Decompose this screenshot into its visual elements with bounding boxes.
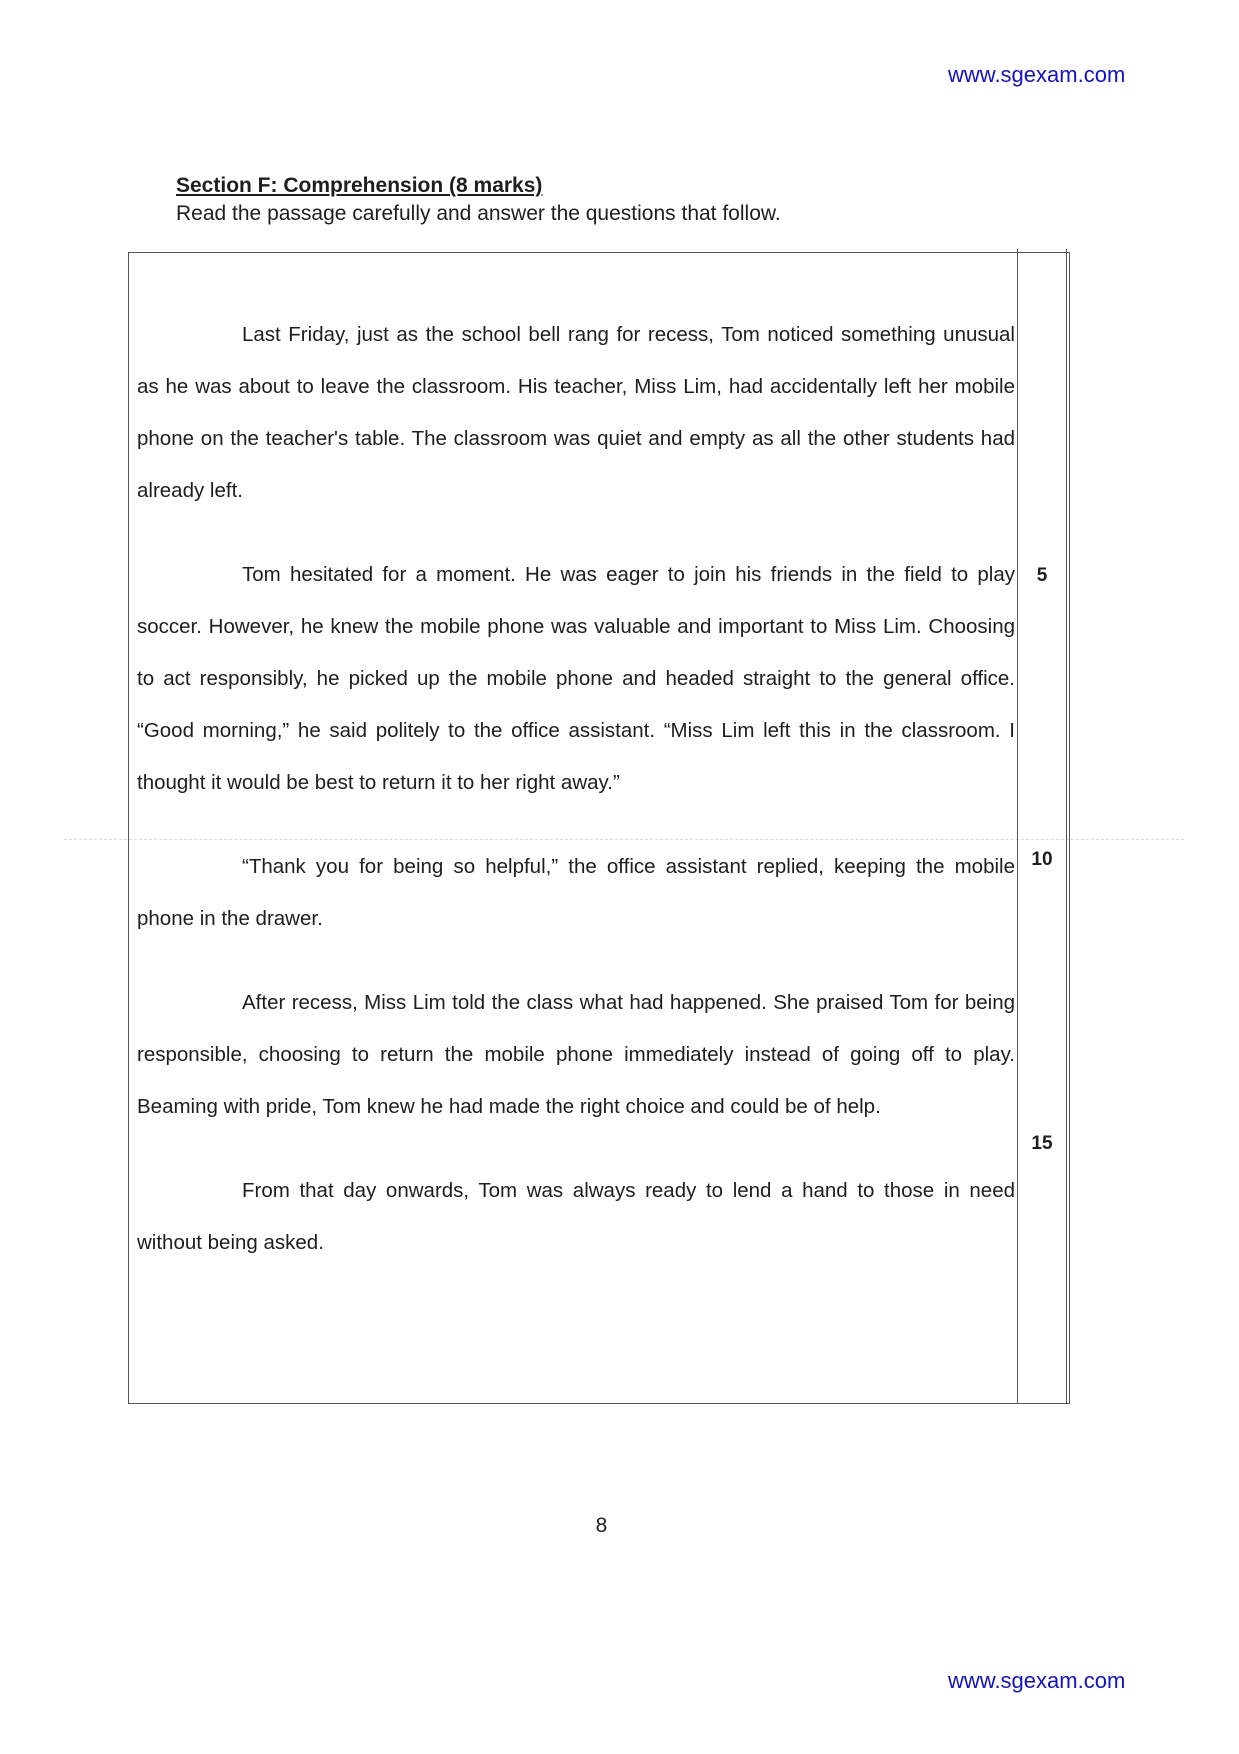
section-heading: Section F: Comprehension (8 marks) — [176, 174, 543, 197]
watermark-bottom: www.sgexam.com — [948, 1668, 1126, 1693]
passage-text — [137, 309, 1015, 1301]
passage-paragraph-5: From that day onwards, Tom was always ready to lend a hand to those in need without being asked. — [137, 1179, 1015, 1254]
passage-paragraph-2: Tom hesitated for a moment. He was eager to join his friends in the field to play soccer. However, he knew the mobile phone was valuable and important to Miss Lim. Choosing to act responsibly, he picked up the mobile phone and headed straight to the general office. “Good morning,” he said politely to the office assistant. “Miss Lim left this in the classroom. I thought it would be best to return it to her right away.” — [137, 563, 1015, 794]
line-number-15: 15 — [1031, 1133, 1053, 1154]
watermark-top: www.sgexam.com — [948, 62, 1126, 87]
page-number: 8 — [595, 1514, 608, 1537]
instruction-text: Read the passage carefully and answer the questions that follow. — [176, 202, 781, 225]
line-number-5: 5 — [1036, 565, 1048, 586]
passage-box — [128, 252, 1070, 1404]
passage-paragraph-1: Last Friday, just as the school bell rang for recess, Tom noticed something unusual as he was about to leave the classroom. His teacher, Miss Lim, had accidentally left her mobile phone on the teacher's table. The classroom was quiet and empty as all the other students had already left. — [137, 323, 1015, 502]
passage-paragraph-4: After recess, Miss Lim told the class what had happened. She praised Tom for being responsible, choosing to return the mobile phone immediately instead of going off to play. Beaming with pride, Tom knew he had made the right choice and could be of help. — [137, 991, 1015, 1118]
line-number-column — [1017, 249, 1067, 1404]
passage-paragraph-3: “Thank you for being so helpful,” the office assistant replied, keeping the mobile phone in the drawer. — [137, 855, 1015, 930]
line-number-10: 10 — [1031, 849, 1053, 870]
